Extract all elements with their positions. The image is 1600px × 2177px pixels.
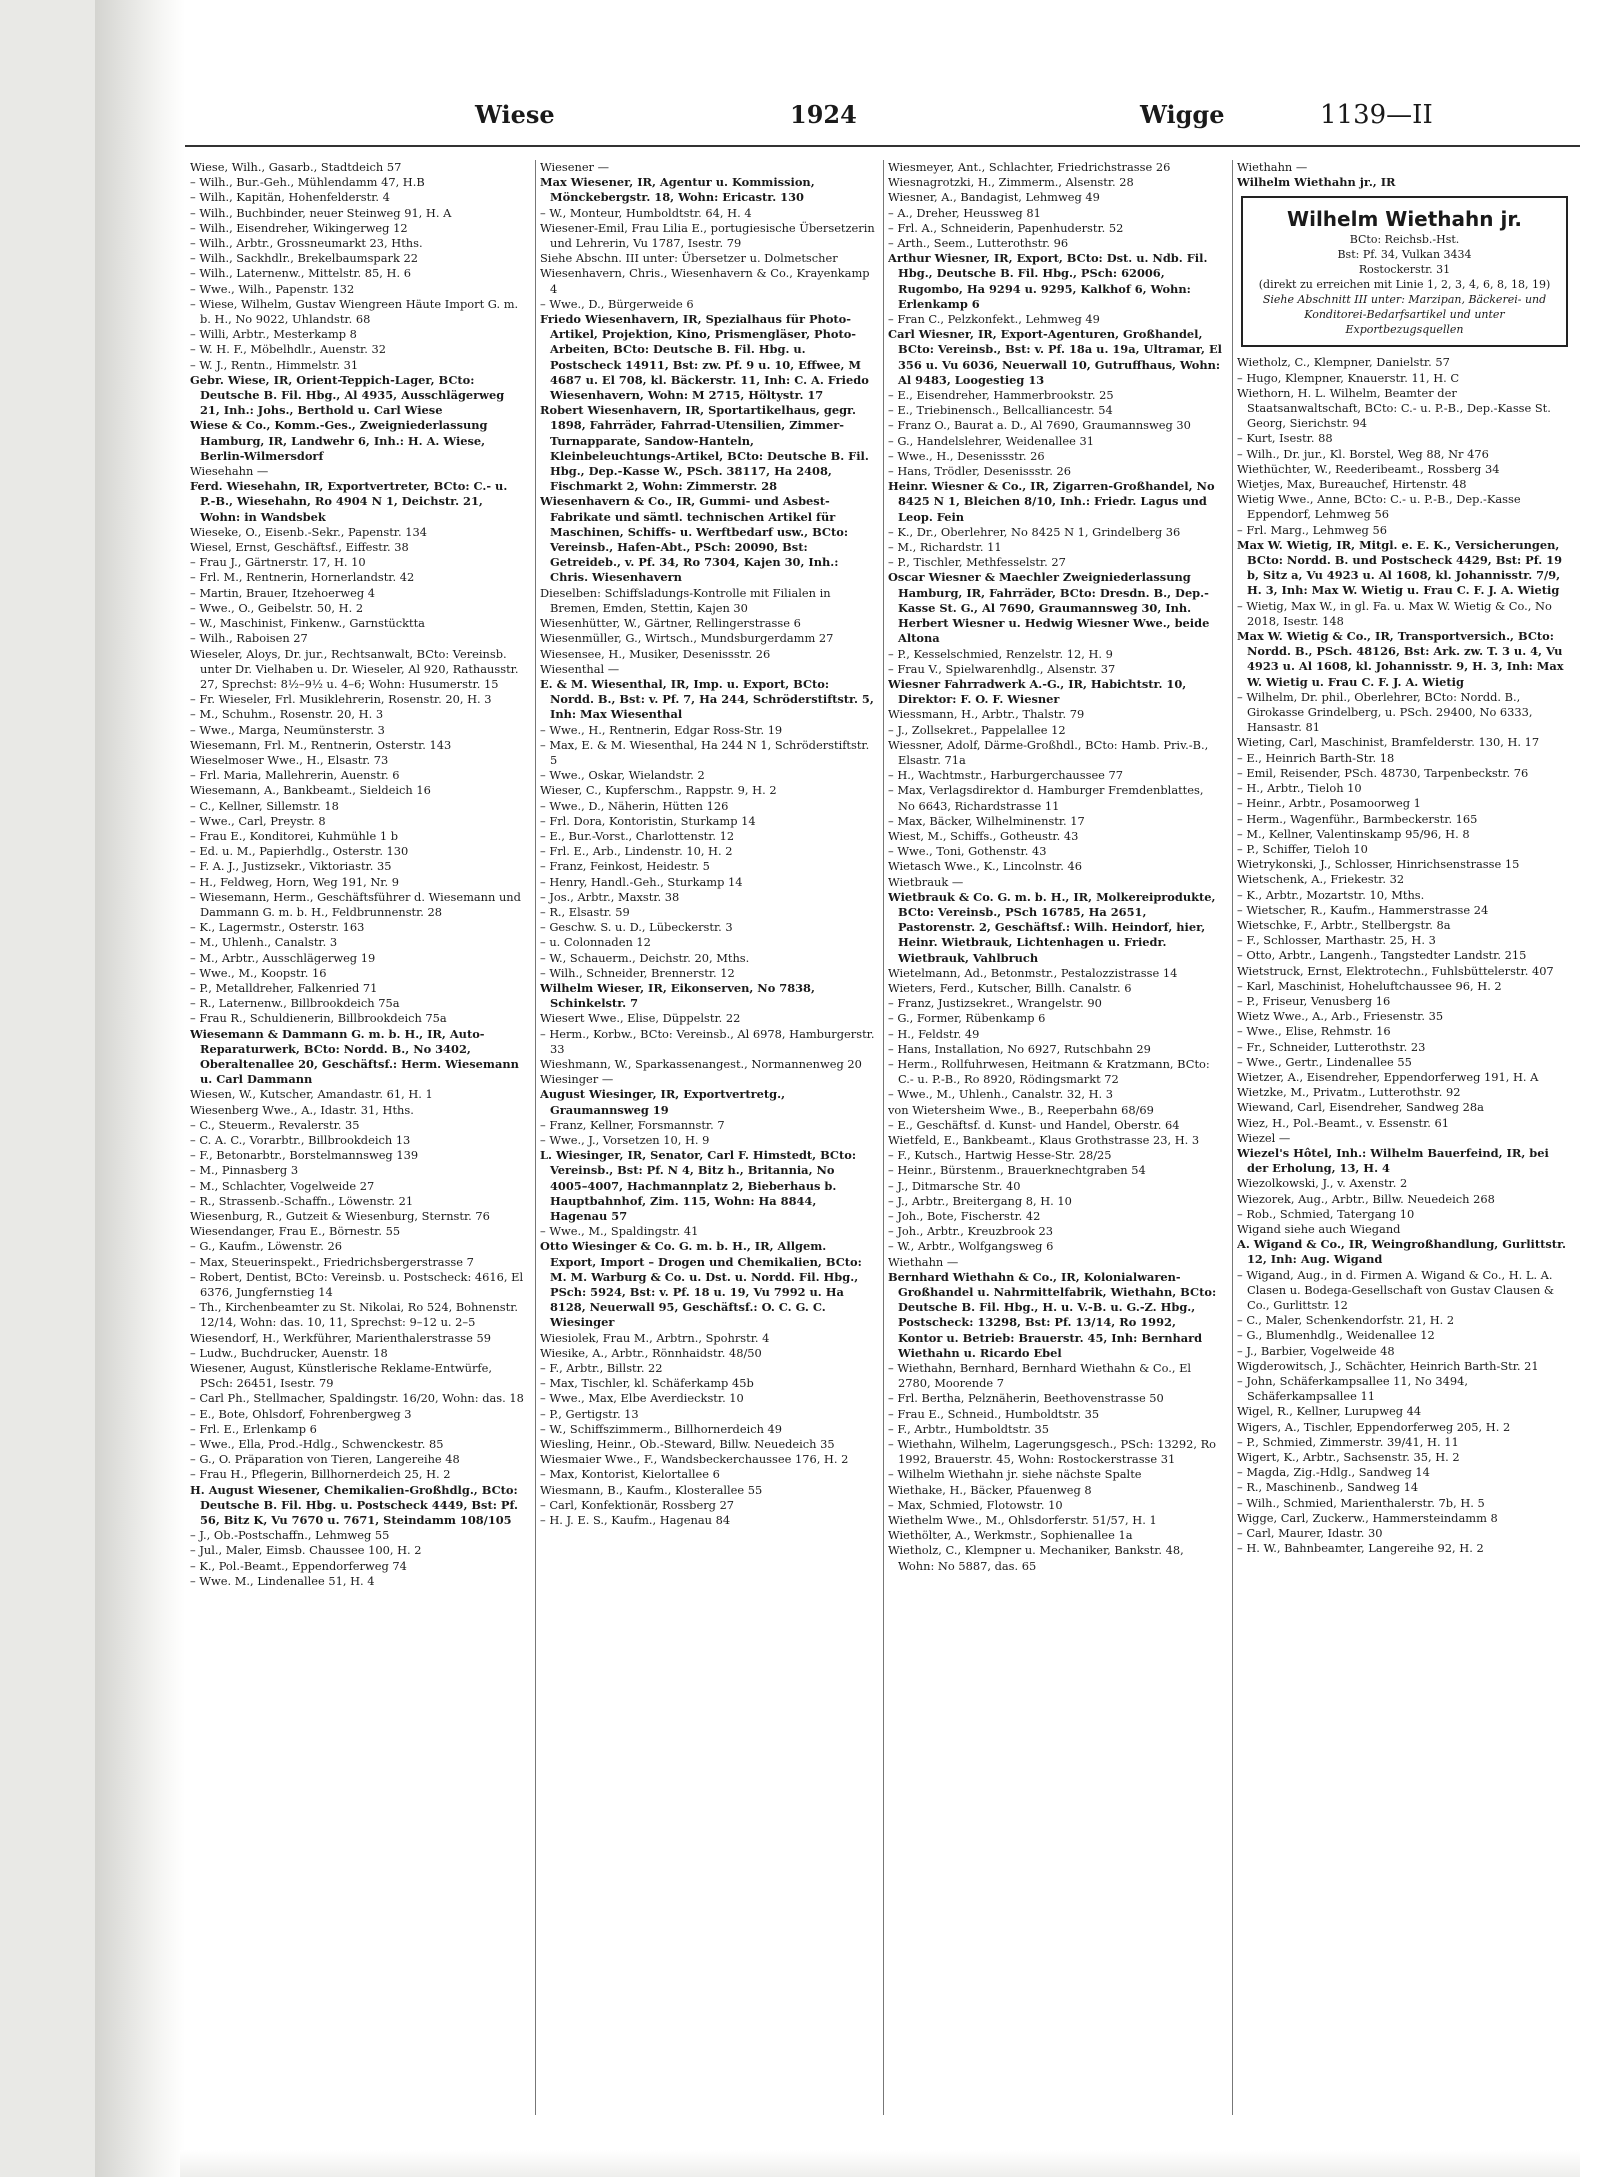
directory-entry: – Wwe., O., Geibelstr. 50, H. 2 (190, 600, 364, 615)
directory-entry: – Wwe., Wilh., Papenstr. 132 (190, 281, 355, 296)
directory-entry: Wiesmaier Wwe., F., Wandsbeckerchaussee 176, H. 2 (540, 1452, 849, 1467)
directory-entry: – H., Wachtmstr., Harburgerchaussee 77 (888, 768, 1124, 783)
directory-entry: – Wigand, Aug., in d. Firmen A. Wigand & Co., H. L. A. Clasen u. Bodega-Gesellschaft von Gustav Clausen & Co., Gurlittstr. 12 (1237, 1267, 1555, 1312)
directory-entry: Friedo Wiesenhavern, IR, Spezialhaus für Photo-Artikel, Projektion, Kino, Prismengläser, Photo-Arbeiten, BCto: Deutsche B. Fil. Hbg. u. Postscheck 14911, Bst: zw. Pf. 9 u. 10, Effwee, M 4687 u. El 708, kl. Bäckerstr. 11, Inh: C. A. Friedo Wiesenhavern, Wohn: M 2715, Höltystr. 17 (540, 312, 869, 403)
directory-entry: – P., Schiffer, Tieloh 10 (1237, 841, 1368, 856)
directory-entry: – Frl. Maria, Mallehrerin, Auenstr. 6 (190, 768, 400, 783)
directory-entry: Wilhelm Wiethahn jr., IR (1237, 175, 1396, 190)
directory-entry: – Carl Ph., Stellmacher, Spaldingstr. 16/20, Wohn: das. 18 (190, 1391, 524, 1406)
directory-entry: Max Wiesener, IR, Agentur u. Kommission, Mönckebergstr. 18, Wohn: Ericastr. 130 (540, 175, 815, 205)
directory-entry: A. Wigand & Co., IR, Weingroßhandlung, Gurlittstr. 12, Inh: Aug. Wigand (1237, 1237, 1566, 1267)
directory-entry: – Jos., Arbtr., Maxstr. 38 (540, 889, 680, 904)
directory-entry: – C., Maler, Schenkendorfstr. 21, H. 2 (1237, 1313, 1455, 1328)
directory-entry: – Fran C., Pelzkonfekt., Lehmweg 49 (888, 312, 1100, 327)
directory-entry: Wilhelm Wieser, IR, Eikonserven, No 7838, Schinkelstr. 7 (540, 980, 815, 1011)
directory-entry: – Arth., Seem., Lutterothstr. 96 (888, 236, 1069, 251)
directory-entry: – Emil, Reisender, PSch. 48730, Tarpenbeckstr. 76 (1237, 765, 1529, 780)
directory-entry: – Wwe., M., Spaldingstr. 41 (540, 1224, 699, 1239)
directory-entry: Arthur Wiesner, IR, Export, BCto: Dst. u. Ndb. Fil. Hbg., Deutsche B. Fil. Hbg., PSch: 62006, Rugombo, Ha 9294 u. 9295, Kalkhof 6, Wohn: Erlenkamp 6 (888, 251, 1208, 311)
directory-entry: – M., Schlachter, Vogelweide 27 (190, 1178, 375, 1193)
directory-entry: Wietrykonski, J., Schlosser, Hinrichsenstrasse 15 (1237, 857, 1520, 872)
directory-entry: – G., Handelslehrer, Weidenallee 31 (888, 433, 1094, 448)
header-page-number: 1139—II (1320, 100, 1433, 130)
column-divider (883, 160, 884, 2115)
directory-entry: – Hans, Trödler, Desenissstr. 26 (888, 464, 1071, 479)
directory-entry: Wiesehahn — (190, 464, 269, 479)
directory-entry: – E., Triebinensch., Bellcalliancestr. 54 (888, 403, 1113, 418)
directory-entry: Max W. Wietig & Co., IR, Transportversich., BCto: Nordd. B., PSch. 48126, Bst: Ark. zw. T. 3 u. 4, Vu 4923 u. Al 1608, kl. Johannisstr. 9, H. 3, Inh: Max W. Wietig u. Frau C. F. J. A. Wietig (1237, 629, 1564, 689)
directory-entry: Wiesemann & Dammann G. m. b. H., IR, Auto-Reparaturwerk, BCto: Nordd. B., No 3402, Oberaltenallee 20, Geschäftsf.: Herm. Wiesemann u. Carl Dammann (190, 1026, 519, 1087)
directory-entry: – Frl. Dora, Kontoristin, Sturkamp 14 (540, 813, 756, 828)
directory-entry: – Wilh., Schneider, Brennerstr. 12 (540, 965, 735, 980)
directory-entry: Wiesemann, Frl. M., Rentnerin, Osterstr. 143 (190, 737, 452, 752)
directory-entry: – Fr., Schneider, Lutterothstr. 23 (1237, 1039, 1426, 1054)
directory-entry: – Magda, Zig.-Hdlg., Sandweg 14 (1237, 1465, 1430, 1480)
header-first-name: Wiese (475, 100, 555, 129)
directory-entry: – Wwe., Gertr., Lindenallee 55 (1237, 1054, 1412, 1069)
directory-entry: – W., Arbtr., Wolfgangsweg 6 (888, 1239, 1054, 1254)
directory-entry: Wigge, Carl, Zuckerw., Hammersteindamm 8 (1237, 1510, 1498, 1525)
directory-entry: – Wilh., Sackhdlr., Brekelbaumspark 22 (190, 251, 418, 266)
directory-entry: Wigand siehe auch Wiegand (1237, 1221, 1401, 1236)
directory-entry: – Ed. u. M., Papierhdlg., Osterstr. 130 (190, 844, 409, 859)
directory-entry: – Wilh., Arbtr., Grossneumarkt 23, Hths. (190, 236, 423, 251)
directory-entry: – R., Strassenb.-Schaffn., Löwenstr. 21 (190, 1193, 414, 1208)
directory-entry: Wieshmann, W., Sparkassenangest., Normannenweg 20 (540, 1056, 862, 1071)
directory-entry: – Franz, Kellner, Forsmannstr. 7 (540, 1117, 725, 1132)
directory-entry: – A., Dreher, Heussweg 81 (888, 205, 1041, 220)
directory-entry: – Wilh., Bur.-Geh., Mühlendamm 47, H.B (190, 175, 425, 190)
directory-entry: – H., Feldstr. 49 (888, 1026, 980, 1041)
page-gutter-shadow (95, 0, 185, 2177)
directory-entry: – Frl. Marg., Lehmweg 56 (1237, 522, 1387, 537)
directory-entry: – Frl. E., Erlenkamp 6 (190, 1421, 317, 1436)
directory-entry: Wiesenburg, R., Gutzeit & Wiesenburg, Sternstr. 76 (190, 1209, 490, 1224)
advertisement-line: Rostockerstr. 31 (1358, 263, 1451, 277)
directory-entry: – Wwe., Ella, Prod.-Hdlg., Schwenckestr. 85 (190, 1437, 444, 1452)
directory-entry: – Wwe., Max, Elbe Averdieckstr. 10 (540, 1391, 744, 1406)
directory-entry: – E., Geschäftsf. d. Kunst- und Handel, Oberstr. 64 (888, 1117, 1180, 1132)
directory-entry: Wietbrauk & Co. G. m. b. H., IR, Molkereiprodukte, BCto: Vereinsb., PSch 16785, Ha 2651, Pastorenstr. 2, Geschäftsf.: Wilh. Heindorf, hier, Heinr. Wietbrauk, Lichtenhagen u. Friedr. Wietbrauk, Vahlbruch (888, 889, 1216, 965)
directory-entry: – P., Friseur, Venusberg 16 (1237, 993, 1391, 1008)
directory-entry: Wietschke, F., Arbtr., Stellbergstr. 8a (1237, 917, 1451, 932)
directory-entry: – Frau H., Pflegerin, Billhornerdeich 25, H. 2 (190, 1467, 451, 1482)
directory-entry: Wiesling, Heinr., Ob.-Steward, Billw. Neuedeich 35 (540, 1437, 835, 1452)
directory-entry: – Wwe., Elise, Rehmstr. 16 (1237, 1024, 1391, 1039)
directory-entry: Wiesener — (540, 160, 610, 174)
directory-entry: Wietholz, C., Klempner, Danielstr. 57 (1237, 355, 1450, 370)
directory-entry: Wietjes, Max, Bureauchef, Hirtenstr. 48 (1237, 477, 1467, 492)
directory-entry: – Wilh., Laternenw., Mittelstr. 85, H. 6 (190, 266, 411, 281)
directory-entry: Wiesensee, H., Musiker, Desenissstr. 26 (540, 646, 771, 661)
directory-column-2 (540, 160, 875, 2120)
directory-entry: Wiezolkowski, J., v. Axenstr. 2 (1237, 1176, 1408, 1191)
directory-entry: Wiethelm Wwe., M., Ohlsdorferstr. 51/57, H. 1 (888, 1513, 1157, 1528)
directory-entry: Wiesendorf, H., Werkführer, Marienthalerstrasse 59 (190, 1330, 491, 1345)
column-divider (1232, 160, 1233, 2115)
directory-entry: – Franz, Justizsekret., Wrangelstr. 90 (888, 996, 1102, 1011)
directory-entry: Ferd. Wiesehahn, IR, Exportvertreter, BCto: C.- u. P.-B., Wiesehahn, Ro 4904 N 1, Deichstr. 21, Wohn: in Wandsbek (190, 479, 508, 524)
directory-entry: Wietschenk, A., Friekestr. 32 (1237, 872, 1405, 887)
directory-entry: Carl Wiesner, IR, Export-Agenturen, Großhandel, BCto: Vereinsb., Bst: v. Pf. 18a u. 19a, Ultramar, El 356 u. Vu 6036, Neuerwall 10, Gutruffhaus, Wohn: Al 9483, Loogestieg 13 (888, 327, 1222, 387)
directory-entry: Wiezel's Hôtel, Inh.: Wilhelm Bauerfeind, IR, bei der Erholung, 13, H. 4 (1237, 1145, 1549, 1176)
advertisement-title: Wilhelm Wiethahn jr. (1287, 207, 1522, 232)
directory-entry: – Wilhelm, Dr. phil., Oberlehrer, BCto: Nordd. B., Girokasse Grindelberg, u. PSch. 29400, No 6333, Hansastr. 81 (1237, 689, 1533, 735)
directory-entry: Wiezel — (1237, 1130, 1291, 1145)
directory-entry: – M., Kellner, Valentinskamp 95/96, H. 8 (1237, 826, 1470, 841)
directory-entry: Oscar Wiesner & Maechler Zweigniederlassung Hamburg, IR, Fahrräder, BCto: Dresdn. B., Dep.-Kasse St. G., Al 7690, Graumannsweg 30, Inh. Herbert Wiesner u. Hedwig Wiesner Wwe., beide Altona (888, 570, 1210, 646)
directory-entry: – H. J. E. S., Kaufm., Hagenau 84 (540, 1513, 731, 1528)
directory-entry: – H. W., Bahnbeamter, Langereihe 92, H. 2 (1237, 1541, 1484, 1556)
directory-entry: – P., Tischler, Methfesselstr. 27 (888, 555, 1066, 570)
directory-entry: Wiesenmüller, G., Wirtsch., Mundsburgerdamm 27 (540, 631, 834, 646)
directory-entry: – Wiethahn, Bernhard, Bernhard Wiethahn & Co., El 2780, Moorende 7 (888, 1361, 1192, 1391)
directory-entry: – u. Colonnaden 12 (540, 935, 651, 950)
directory-entry: – Herm., Wagenführ., Barmbeckerstr. 165 (1237, 811, 1478, 826)
directory-entry: Dieselben: Schiffsladungs-Kontrolle mit Filialen in Bremen, Emden, Stettin, Kajen 30 (540, 585, 831, 615)
directory-entry: Wiesenhütter, W., Gärtner, Rellingerstrasse 6 (540, 616, 801, 631)
column-divider (535, 160, 536, 2115)
directory-entry: – E., Bote, Ohlsdorf, Fohrenbergweg 3 (190, 1406, 412, 1421)
directory-entry: – Fr. Wieseler, Frl. Musiklehrerin, Rosenstr. 20, H. 3 (190, 692, 492, 707)
directory-entry: – K., Arbtr., Mozartstr. 10, Mths. (1237, 887, 1425, 902)
directory-entry: Wiesen, W., Kutscher, Amandastr. 61, H. 1 (190, 1087, 433, 1102)
directory-entry: – C., Steuerm., Revalerstr. 35 (190, 1117, 360, 1132)
page-bottom-edge (180, 2150, 1580, 2177)
directory-entry: – Wilh., Buchbinder, neuer Steinweg 91, H. A (190, 205, 452, 220)
directory-entry: – Max, E. & M. Wiesenthal, Ha 244 N 1, Schröderstiftstr. 5 (540, 737, 870, 767)
directory-entry: – Joh., Bote, Fischerstr. 42 (888, 1209, 1041, 1224)
directory-entry: – J., Zollsekret., Pappelallee 12 (888, 722, 1066, 737)
directory-entry: – Wwe., D., Näherin, Hütten 126 (540, 798, 729, 813)
directory-entry: – Karl, Maschinist, Hoheluftchaussee 96, H. 2 (1237, 978, 1502, 993)
directory-entry: – Willi, Arbtr., Mesterkamp 8 (190, 327, 357, 342)
directory-entry: Wiez, H., Pol.-Beamt., v. Essenstr. 61 (1237, 1115, 1450, 1130)
directory-entry: – Max, Schmied, Flotowstr. 10 (888, 1497, 1063, 1512)
directory-entry: – Wwe., J., Vorsetzen 10, H. 9 (540, 1133, 710, 1147)
directory-entry: Siehe Abschn. III unter: Übersetzer u. Dolmetscher (540, 251, 838, 266)
directory-entry: Wieters, Ferd., Kutscher, Billh. Canalstr. 6 (888, 980, 1132, 995)
directory-entry: – J., Barbier, Vogelweide 48 (1237, 1343, 1395, 1358)
directory-entry: – M., Arbtr., Ausschlägerweg 19 (190, 950, 376, 965)
previous-page-edge (0, 0, 98, 2177)
directory-entry: – G., Blumenhdlg., Weidenallee 12 (1237, 1328, 1435, 1343)
directory-entry: Wiezorek, Aug., Arbtr., Billw. Neuedeich 268 (1237, 1191, 1495, 1206)
directory-column-1 (190, 160, 525, 2120)
header-rule (185, 145, 1580, 147)
directory-entry: Wiethake, H., Bäcker, Pfauenweg 8 (888, 1482, 1092, 1497)
directory-entry: – Frl. E., Arb., Lindenstr. 10, H. 2 (540, 844, 733, 859)
directory-entry: Wiest, M., Schiffs., Gotheustr. 43 (888, 828, 1079, 843)
directory-entry: – Frau R., Schuldienerin, Billbrookdeich 75a (190, 1011, 447, 1026)
directory-entry: – Max, Verlagsdirektor d. Hamburger Fremdenblattes, No 6643, Richardstrasse 11 (888, 783, 1204, 813)
directory-entry: – F. A. J., Justizsekr., Viktoriastr. 35 (190, 859, 392, 874)
directory-entry: – H., Feldweg, Horn, Weg 191, Nr. 9 (190, 874, 399, 889)
directory-entry: – K., Lagermstr., Osterstr. 163 (190, 920, 365, 935)
directory-entry: Wigderowitsch, J., Schächter, Heinrich Barth-Str. 21 (1237, 1358, 1539, 1373)
directory-entry: Wiesner, A., Bandagist, Lehmweg 49 (888, 190, 1100, 205)
directory-entry: Wiethorn, H. L. Wilhelm, Beamter der Staatsanwaltschaft, BCto: C.- u. P.-B., Dep.-Kasse St. Georg, Sierichstr. 94 (1237, 385, 1551, 431)
directory-entry: Wiesnagrotzki, H., Zimmerm., Alsenstr. 28 (888, 175, 1134, 190)
directory-entry: – Carl, Konfektionär, Rossberg 27 (540, 1497, 735, 1512)
directory-entry: Wiesemann, A., Bankbeamt., Sieldeich 16 (190, 783, 431, 798)
directory-entry: – Frau J., Gärtnerstr. 17, H. 10 (190, 555, 366, 570)
directory-entry: – Wiesemann, Herm., Geschäftsführer d. Wiesemann und Dammann G. m. b. H., Feldbrunnenstr. 28 (190, 889, 521, 919)
directory-entry: – P., Schmied, Zimmerstr. 39/41, H. 11 (1237, 1434, 1459, 1449)
directory-entry: – Max, Tischler, kl. Schäferkamp 45b (540, 1376, 754, 1391)
directory-entry: Wiese & Co., Komm.-Ges., Zweigniederlassung Hamburg, IR, Landwehr 6, Inh.: H. A. Wiese, Berlin-Wilmersdorf (190, 418, 488, 463)
directory-entry: Wietzer, A., Eisendreher, Eppendorferweg 191, H. A (1237, 1069, 1539, 1084)
directory-entry: – Hans, Installation, No 6927, Rutschbahn 29 (888, 1041, 1151, 1056)
directory-entry: – W., Monteur, Humboldtstr. 64, H. 4 (540, 205, 752, 220)
directory-entry: Wiesenhavern, Chris., Wiesenhavern & Co., Krayenkamp 4 (540, 266, 870, 296)
directory-entry: Wiewand, Carl, Eisendreher, Sandweg 28a (1237, 1100, 1484, 1115)
directory-entry: Wiesiolek, Frau M., Arbtrn., Spohrstr. 4 (540, 1330, 770, 1345)
directory-entry: – Frau E., Schneid., Humboldtstr. 35 (888, 1406, 1100, 1421)
directory-entry: – P., Gertigstr. 13 (540, 1406, 639, 1421)
directory-entry: – Heinr., Bürstenm., Brauerknechtgraben 54 (888, 1163, 1146, 1178)
directory-entry: – Max, Kontorist, Kielortallee 6 (540, 1467, 720, 1482)
directory-entry: Wiesener-Emil, Frau Lilia E., portugiesische Übersetzerin und Lehrerin, Vu 1787, Isestr. 79 (540, 220, 875, 251)
directory-entry: – M., Richardstr. 11 (888, 540, 1002, 555)
advertisement-line: Siehe Abschnitt III unter: Marzipan, Bäckerei- und Konditorei-Bedarfsartikel und unter Exportbezugsquellen (1262, 293, 1547, 337)
directory-entry: – G., Former, Rübenkamp 6 (888, 1011, 1046, 1026)
directory-entry: Bernhard Wiethahn & Co., IR, Kolonialwaren-Großhandel u. Nahrmittelfabrik, Wiethahn, BCto: Deutsche B. Fil. Hbg., H. u. V.-B. u. G.-Z. Hbg., Postscheck: 13298, Bst: Pf. 13/14, Ro 1992, Kontor u. Betrieb: Brauerstr. 45, Inh: Bernhard Wiethahn u. Ricardo Ebel (888, 1269, 1217, 1360)
directory-entry: – Carl, Maurer, Idastr. 30 (1237, 1526, 1383, 1541)
directory-entry: Wiesener, August, Künstlerische Reklame-Entwürfe, PSch: 26451, Isestr. 79 (190, 1361, 492, 1391)
directory-entry: – Franz O., Baurat a. D., Al 7690, Graumannsweg 30 (888, 418, 1191, 433)
directory-entry: – G., Kaufm., Löwenstr. 26 (190, 1239, 342, 1254)
advertisement-line: (direkt zu erreichen mit Linie 1, 2, 3, 4, 6, 8, 18, 19) (1258, 278, 1551, 292)
directory-entry: Wiesendanger, Frau E., Börnestr. 55 (190, 1224, 401, 1239)
directory-entry: – Wwe., H., Rentnerin, Edgar Ross-Str. 19 (540, 722, 783, 737)
directory-entry: – W. H. F., Möbelhdlr., Auenstr. 32 (190, 342, 386, 357)
directory-entry: – Frau E., Konditorei, Kuhmühle 1 b (190, 828, 398, 843)
directory-entry: Wiessner, Adolf, Därme-Großhdl., BCto: Hamb. Priv.-B., Elsastr. 71a (888, 737, 1209, 767)
directory-entry: Wiethölter, A., Werkmstr., Sophienallee 1a (888, 1528, 1133, 1543)
advertisement-line: Bst: Pf. 34, Vulkan 3434 (1337, 248, 1472, 262)
directory-entry: Wiesner Fahrradwerk A.-G., IR, Habichtstr. 10, Direktor: F. O. F. Wiesner (888, 676, 1187, 707)
directory-entry: Wietstruck, Ernst, Elektrotechn., Fuhlsbüttelerstr. 407 (1237, 963, 1554, 978)
directory-entry: – Frau V., Spielwarenhdlg., Alsenstr. 37 (888, 661, 1116, 676)
directory-entry: – Herm., Rollfuhrwesen, Heitmann & Kratzmann, BCto: C.- u. P.-B., Ro 8920, Rödingsmarkt 72 (888, 1056, 1210, 1087)
directory-entry: – Wiese, Wilhelm, Gustav Wiengreen Häute Import G. m. b. H., No 9022, Uhlandstr. 68 (190, 296, 519, 327)
directory-entry: Wietbrauk — (888, 874, 964, 889)
directory-entry: – W., Schiffszimmerm., Billhornerdeich 49 (540, 1421, 783, 1436)
directory-entry: Wieselmoser Wwe., H., Elsastr. 73 (190, 752, 389, 767)
directory-entry: Robert Wiesenhavern, IR, Sportartikelhaus, gegr. 1898, Fahrräder, Fahrrad-Utensilien, Zimmer-Turnapparate, Sandow-Hanteln, Kleinbeleuchtungs-Artikel, BCto: Deutsche B. Fil. Hbg., Dep.-Kasse W., PSch. 38117, Ha 2408, Fischmarkt 2, Wohn: Zimmerstr. 28 (540, 403, 869, 494)
directory-entry: Gebr. Wiese, IR, Orient-Teppich-Lager, BCto: Deutsche B. Fil. Hbg., Al 4935, Ausschlägerweg 21, Inh.: Johs., Berthold u. Carl Wiese (190, 372, 505, 418)
directory-entry: – J., Ob.-Postschaffn., Lehmweg 55 (190, 1528, 390, 1543)
directory-entry: Wiese, Wilh., Gasarb., Stadtdeich 57 (190, 160, 402, 174)
directory-entry: – Wwe., D., Bürgerweide 6 (540, 296, 694, 311)
directory-entry: Wiesinger — (540, 1072, 614, 1087)
directory-entry: – M., Uhlenh., Canalstr. 3 (190, 935, 338, 950)
directory-entry: Wieseler, Aloys, Dr. jur., Rechtsanwalt, BCto: Vereinsb. unter Dr. Vielhaben u. Dr. Wieseler, Al 920, Rathausstr. 27, Sprechst: 8½–9½ u. 4–6; Wohn: Husumerstr. 15 (190, 646, 519, 691)
directory-entry: – Geschw. S. u. D., Lübeckerstr. 3 (540, 920, 733, 935)
directory-entry: – P., Kesselschmied, Renzelstr. 12, H. 9 (888, 646, 1113, 661)
directory-entry: Wietfeld, E., Bankbeamt., Klaus Grothstrasse 23, H. 3 (888, 1133, 1200, 1147)
directory-entry: Wietasch Wwe., K., Lincolnstr. 46 (888, 859, 1082, 874)
directory-entry: – Rob., Schmied, Tatergang 10 (1237, 1206, 1415, 1221)
directory-entry: – J., Ditmarsche Str. 40 (888, 1178, 1021, 1193)
directory-entry: – F., Arbtr., Humboldtstr. 35 (888, 1421, 1049, 1436)
directory-entry: Heinr. Wiesner & Co., IR, Zigarren-Großhandel, No 8425 N 1, Bleichen 8/10, Inh.: Friedr. Lagus und Leop. Fein (888, 479, 1215, 524)
directory-entry: Wieseke, O., Eisenb.-Sekr., Papenstr. 134 (190, 524, 427, 539)
directory-entry: Wigers, A., Tischler, Eppendorferweg 205, H. 2 (1237, 1419, 1511, 1434)
directory-entry: – Wietig, Max W., in gl. Fa. u. Max W. Wietig & Co., No 2018, Isestr. 148 (1237, 598, 1552, 628)
directory-entry: – W. J., Rentn., Himmelstr. 31 (190, 357, 359, 372)
directory-entry: Wieting, Carl, Maschinist, Bramfelderstr. 130, H. 17 (1237, 735, 1540, 750)
directory-entry: H. August Wiesener, Chemikalien-Großhdlg., BCto: Deutsche B. Fil. Hbg. u. Postscheck 4449, Bst: Pf. 56, Bitz K, Vu 7670 u. 7671, Steindamm 108/105 (190, 1482, 518, 1528)
directory-entry: Wiesike, A., Arbtr., Rönnhaidstr. 48/50 (540, 1345, 762, 1360)
directory-entry: Wigert, K., Arbtr., Sachsenstr. 35, H. 2 (1237, 1450, 1460, 1465)
directory-entry: Wiethahn — (1237, 160, 1308, 174)
directory-entry: Wiesmeyer, Ant., Schlachter, Friedrichstrasse 26 (888, 160, 1171, 174)
directory-entry: – Heinr., Arbtr., Posamoorweg 1 (1237, 796, 1421, 811)
directory-entry: – E., Bur.-Vorst., Charlottenstr. 12 (540, 828, 735, 843)
directory-entry: Wietzke, M., Privatm., Lutterothstr. 92 (1237, 1085, 1461, 1100)
directory-entry: – C., Kellner, Sillemstr. 18 (190, 798, 339, 813)
directory-entry: – Franz, Feinkost, Heidestr. 5 (540, 859, 710, 874)
directory-entry: – R., Maschinenb., Sandweg 14 (1237, 1480, 1419, 1495)
directory-entry: – Max, Steuerinspekt., Friedrichsbergerstrasse 7 (190, 1254, 474, 1269)
directory-entry: Wiesenthal — (540, 661, 620, 676)
directory-entry: – Wwe., M., Uhlenh., Canalstr. 32, H. 3 (888, 1087, 1114, 1102)
directory-entry: – Frl. M., Rentnerin, Hornerlandstr. 42 (190, 570, 415, 585)
directory-entry: Wieser, C., Kupferschm., Rappstr. 9, H. 2 (540, 783, 777, 798)
directory-entry: – Joh., Arbtr., Kreuzbrook 23 (888, 1224, 1054, 1239)
directory-entry: – Wwe., Carl, Preystr. 8 (190, 813, 326, 828)
directory-entry: Wietig Wwe., Anne, BCto: C.- u. P.-B., Dep.-Kasse Eppendorf, Lehmweg 56 (1237, 492, 1521, 522)
directory-entry: – W., Schauerm., Deichstr. 20, Mths. (540, 950, 750, 965)
directory-entry: – R., Elsastr. 59 (540, 904, 630, 919)
directory-entry: Wiesmann, B., Kaufm., Klosterallee 55 (540, 1482, 763, 1497)
directory-entry: Max W. Wietig, IR, Mitgl. e. E. K., Versicherungen, BCto: Nordd. B. und Postscheck 4429, Bst: Pf. 19 b, Sitz a, Vu 4923 u. Al 1608, kl. Johannisstr. 7/9, H. 3, Inh: Max W. Wietig u. Frau C. F. J. A. Wietig (1237, 537, 1563, 598)
directory-entry: Otto Wiesinger & Co. G. m. b. H., IR, Allgem. Export, Import – Drogen und Chemikalien, BCto: M. M. Warburg & Co. u. Dst. u. Nordd. Fil. Hbg., PSch: 5924, Bst: v. Pf. 18 u. 19, Vu 7992 u. Ha 8128, Neuerwall 95, Geschäftsf.: O. C. G. C. Wiesinger (540, 1239, 862, 1330)
directory-entry: Wiethüchter, W., Reederibeamt., Rossberg 34 (1237, 461, 1500, 476)
directory-entry: L. Wiesinger, IR, Senator, Carl F. Himstedt, BCto: Vereinsb., Bst: Pf. N 4, Bitz h., Britannia, No 4005–4007, Hachmannplatz 2, Bieberhaus b. Hauptbahnhof, Zim. 115, Wohn: Ha 8844, Hagenau 57 (540, 1148, 857, 1224)
directory-entry: August Wiesinger, IR, Exportvertretg., Graumannsweg 19 (540, 1087, 786, 1117)
directory-entry: – Wilh., Schmied, Marienthalerstr. 7b, H. 5 (1237, 1495, 1485, 1510)
directory-entry: – Wilh., Kapitän, Hohenfelderstr. 4 (190, 190, 390, 205)
directory-entry: – E., Eisendreher, Hammerbrookstr. 25 (888, 388, 1114, 403)
directory-entry: – Wilh., Eisendreher, Wikingerweg 12 (190, 220, 408, 235)
directory-entry: – Wilhelm Wiethahn jr. siehe nächste Spalte (888, 1467, 1142, 1482)
directory-entry: Wietelmann, Ad., Betonmstr., Pestalozzistrasse 14 (888, 965, 1178, 980)
directory-entry: – Hugo, Klempner, Knauerstr. 11, H. C (1237, 370, 1460, 385)
directory-entry: – Wwe., Toni, Gothenstr. 43 (888, 844, 1047, 859)
directory-entry: – John, Schäferkampsallee 11, No 3494, Schäferkampsallee 11 (1237, 1374, 1468, 1404)
directory-entry: – M., Pinnasberg 3 (190, 1163, 299, 1178)
directory-entry: – Frl. Bertha, Pelznäherin, Beethovenstrasse 50 (888, 1391, 1164, 1406)
directory-entry: Wiesenhavern & Co., IR, Gummi- und Asbest-Fabrikate und sämtl. technischen Artikel für Maschinen, Schiffs- u. Werftbedarf usw., BCto: Vereinsb., Hafen-Abt., PSch: 20090, Bst: Getreideb., v. Pf. 34, Ro 7304, Kajen 30, Inh.: Chris. Wiesenhavern (540, 494, 849, 585)
directory-entry: – Wilh., Raboisen 27 (190, 631, 308, 646)
directory-entry: – Henry, Handl.-Geh., Sturkamp 14 (540, 874, 743, 889)
directory-entry: – Wwe., Marga, Neumünsterstr. 3 (190, 722, 385, 737)
directory-entry: – Wwe. M., Lindenallee 51, H. 4 (190, 1573, 375, 1588)
directory-entry: Wiethahn — (888, 1254, 959, 1269)
directory-entry: – E., Heinrich Barth-Str. 18 (1237, 750, 1395, 765)
directory-entry: – H., Arbtr., Tieloh 10 (1237, 781, 1362, 796)
directory-entry: Wigel, R., Kellner, Lurupweg 44 (1237, 1404, 1422, 1419)
directory-entry: – J., Arbtr., Breitergang 8, H. 10 (888, 1193, 1072, 1208)
directory-entry: E. & M. Wiesenthal, IR, Imp. u. Export, BCto: Nordd. B., Bst: v. Pf. 7, Ha 244, Schröderstiftstr. 5, Inh: Max Wiesenthal (540, 676, 874, 722)
directory-entry: – Wietscher, R., Kaufm., Hammerstrasse 24 (1237, 902, 1489, 917)
directory-entry: – K., Dr., Oberlehrer, No 8425 N 1, Grindelberg 36 (888, 524, 1181, 539)
directory-column-3 (888, 160, 1223, 2120)
advertisement-box (1241, 196, 1568, 347)
directory-entry: von Wietersheim Wwe., B., Reeperbahn 68/69 (888, 1102, 1154, 1117)
page-header (185, 100, 1580, 145)
directory-entry: – Robert, Dentist, BCto: Vereinsb. u. Postscheck: 4616, El 6376, Jungfernstieg 14 (190, 1269, 524, 1300)
directory-entry: – C. A. C., Vorarbtr., Billbrookdeich 13 (190, 1133, 411, 1147)
directory-entry: Wietholz, C., Klempner u. Mechaniker, Bankstr. 48, Wohn: No 5887, das. 65 (888, 1543, 1184, 1573)
directory-entry: – Max, Bäcker, Wilhelminenstr. 17 (888, 813, 1085, 828)
directory-entry: – Wwe., M., Koopstr. 16 (190, 965, 327, 980)
directory-entry: – K., Pol.-Beamt., Eppendorferweg 74 (190, 1558, 407, 1573)
directory-column-4 (1237, 160, 1572, 2120)
directory-entry: – Kurt, Isestr. 88 (1237, 431, 1333, 446)
directory-entry: – F., Kutsch., Hartwig Hesse-Str. 28/25 (888, 1148, 1112, 1163)
directory-entry: – Wwe., Oskar, Wielandstr. 2 (540, 768, 705, 783)
directory-entry: Wiessmann, H., Arbtr., Thalstr. 79 (888, 707, 1085, 722)
directory-entry: – Wwe., H., Desenissstr. 26 (888, 448, 1045, 463)
directory-entry: Wiesert Wwe., Elise, Düppelstr. 22 (540, 1011, 741, 1026)
directory-entry: – Otto, Arbtr., Langenh., Tangstedter Landstr. 215 (1237, 948, 1527, 963)
directory-entry: – G., O. Präparation von Tieren, Langereihe 48 (190, 1452, 460, 1467)
directory-entry: – W., Maschinist, Finkenw., Garnstücktta (190, 616, 425, 631)
directory-entry: – Th., Kirchenbeamter zu St. Nikolai, Ro 524, Bohnenstr. 12/14, Wohn: das. 10, 11, Sprechst: 9–12 u. 2–5 (190, 1300, 519, 1330)
directory-entry: – Wiethahn, Wilhelm, Lagerungsgesch., PSch: 13292, Ro 1992, Brauerstr. 45, Wohn: Rostockerstrasse 31 (888, 1437, 1217, 1467)
directory-entry: Wiesenberg Wwe., A., Idastr. 31, Hths. (190, 1102, 414, 1117)
advertisement-line: BCto: Reichsb.-Hst. (1349, 233, 1460, 247)
directory-entry: – Wilh., Dr. jur., Kl. Borstel, Weg 88, Nr 476 (1237, 446, 1489, 461)
directory-entry: – Jul., Maler, Eimsb. Chaussee 100, H. 2 (190, 1543, 422, 1558)
directory-entry: – Frl. A., Schneiderin, Papenhuderstr. 52 (888, 220, 1124, 235)
header-last-name: Wigge (1140, 100, 1225, 129)
directory-entry: – Ludw., Buchdrucker, Auenstr. 18 (190, 1345, 388, 1360)
directory-entry: – P., Metalldreher, Falkenried 71 (190, 980, 378, 995)
directory-entry: Wiesel, Ernst, Geschäftsf., Eiffestr. 38 (190, 540, 409, 555)
directory-entry: – R., Laternenw., Billbrookdeich 75a (190, 996, 400, 1011)
directory-entry: – F., Arbtr., Billstr. 22 (540, 1361, 663, 1376)
header-year: 1924 (790, 100, 857, 129)
directory-entry: – F., Schlosser, Marthastr. 25, H. 3 (1237, 933, 1436, 948)
directory-entry: Wietz Wwe., A., Arb., Friesenstr. 35 (1237, 1009, 1444, 1024)
directory-entry: – M., Schuhm., Rosenstr. 20, H. 3 (190, 707, 384, 722)
directory-entry: – Herm., Korbw., BCto: Vereinsb., Al 6978, Hamburgerstr. 33 (540, 1026, 875, 1056)
directory-entry: – Martin, Brauer, Itzehoerweg 4 (190, 585, 375, 600)
directory-entry: – F., Betonarbtr., Borstelmannsweg 139 (190, 1148, 419, 1163)
